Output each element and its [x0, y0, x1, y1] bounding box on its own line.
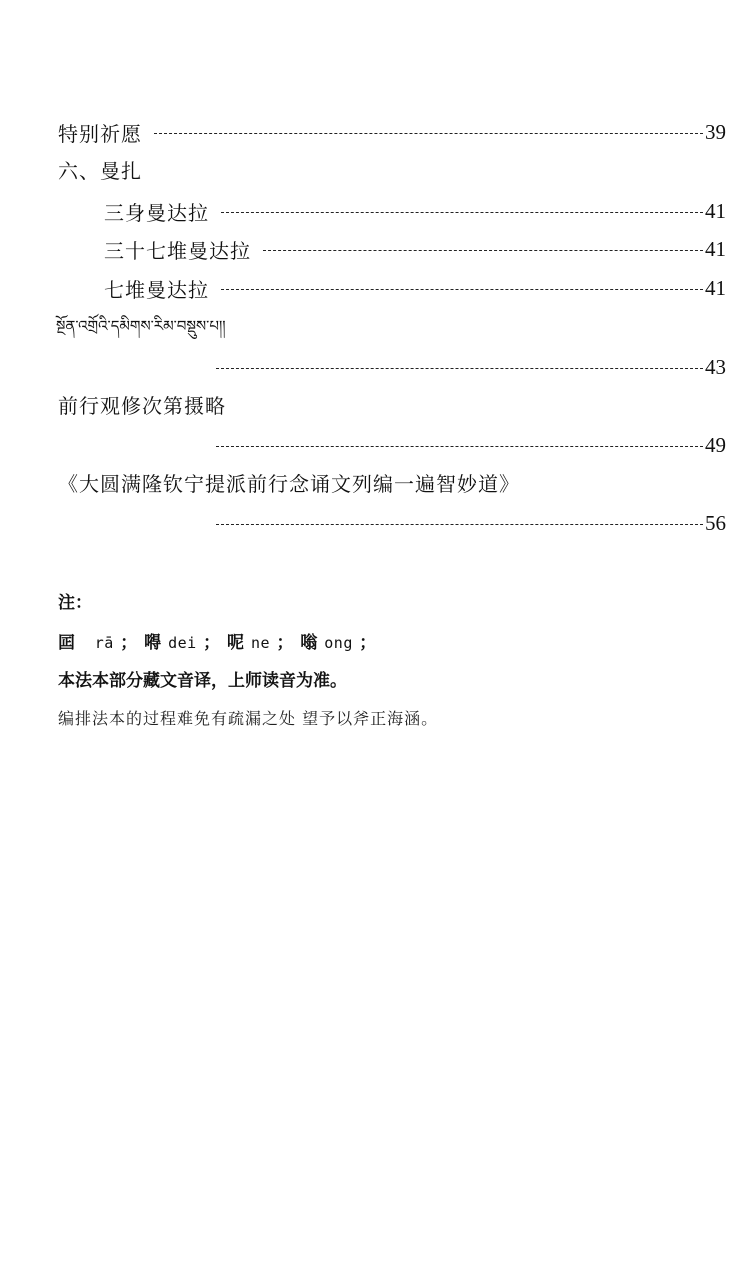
pron-separator: ； [203, 633, 221, 653]
toc-page-number: 39 [705, 119, 726, 144]
toc-entry-preliminary-summary-page-line[interactable] [216, 430, 726, 460]
toc-entry-seven-heap-mandala[interactable] [104, 273, 726, 303]
toc-section-mandala[interactable]: 六、曼扎 [58, 159, 142, 183]
toc-page-number: 41 [705, 275, 726, 300]
pron-char: 嗡 [300, 633, 318, 653]
toc-page-number: 49 [705, 432, 726, 457]
toc-entry-preliminary-summary-title[interactable]: 前行观修次第摄略 [58, 394, 226, 418]
toc-entry-tibetan-page-line[interactable] [216, 352, 726, 382]
pron-latin: ne [250, 634, 271, 652]
dot-leader [263, 250, 703, 251]
toc-page-number: 56 [705, 510, 726, 535]
toc-entry-three-kaya-mandala[interactable] [104, 196, 726, 226]
toc-entry-title: 三十七堆曼达拉 [104, 238, 251, 263]
dot-leader [154, 133, 703, 134]
pron-char: 呢 [227, 633, 245, 653]
notes-heading: 注： [58, 593, 92, 613]
pron-char: 嘚 [144, 633, 162, 653]
pron-separator: ； [276, 633, 294, 653]
toc-entry-longchen-text-page-line[interactable] [216, 508, 726, 538]
notes-transliteration-remark: 本法本部分藏文音译，上师读音为准。 [58, 671, 347, 691]
toc-page-number: 41 [705, 198, 726, 223]
pronunciation-note [58, 628, 377, 653]
dot-leader [216, 524, 703, 525]
dot-leader [221, 289, 703, 290]
toc-entry-title: 特别祈愿 [58, 121, 142, 146]
pron-latin: rā [94, 634, 114, 652]
pron-latin: ong [324, 634, 353, 652]
toc-entry-tibetan-title[interactable]: སྔོན་འགྲོའི་དམིགས་རིམ་བསྡུས་པ།། [56, 317, 226, 335]
pron-separator: ； [120, 633, 138, 653]
toc-entry-thirty-seven-heap-mandala[interactable] [104, 234, 726, 264]
pron-latin: dei [168, 634, 197, 652]
toc-page-number: 41 [705, 236, 726, 261]
pron-separator: ； [359, 633, 377, 653]
toc-entry-title: 三身曼达拉 [104, 200, 209, 225]
toc-page-number: 43 [705, 354, 726, 379]
toc-entry-longchen-text-title[interactable]: 《大圆满隆钦宁提派前行念诵文列编一遍智妙道》 [58, 472, 520, 496]
toc-entry-title: 七堆曼达拉 [104, 277, 209, 302]
toc-entry-special-prayer[interactable] [58, 117, 726, 147]
notes-editorial-remark: 编排法本的过程难免有疏漏之处 望予以斧正海涵。 [58, 709, 439, 728]
dot-leader [216, 368, 703, 369]
pron-char: 囸 [58, 633, 76, 653]
dot-leader [221, 212, 703, 213]
dot-leader [216, 446, 703, 447]
